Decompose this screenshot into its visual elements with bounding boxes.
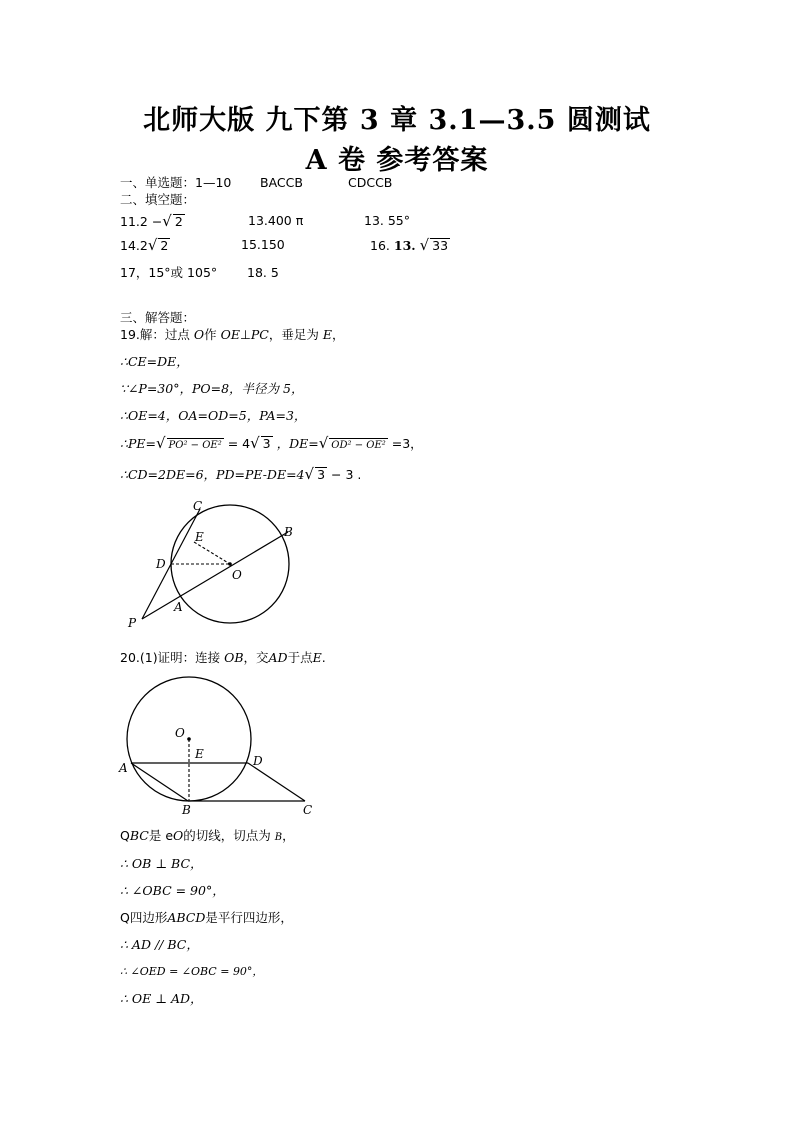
var-E: E (322, 327, 332, 342)
label-d: D (253, 754, 263, 768)
q19-text: 19.解：过点 (120, 327, 190, 342)
q20-line3: ∴ OB ⊥ BC， (120, 856, 203, 871)
q19-text: ，DE= (276, 436, 319, 451)
q20-line6: ∴ AD // BC， (120, 937, 199, 952)
answer-11-label: 11. (120, 214, 140, 229)
q20-line2 (120, 828, 295, 846)
q20-text: e (165, 828, 174, 843)
q19-line5 (120, 435, 423, 453)
figure-19-diagram (120, 495, 300, 635)
answer-11-prefix: 2 − (139, 214, 163, 229)
section2-heading: 二、填空题： (120, 192, 196, 207)
var-OB: OB (224, 650, 244, 665)
q19-text: = 4 (227, 436, 251, 451)
q20-line5 (120, 910, 293, 926)
point-o (228, 562, 232, 566)
mc-answers-group1: BACCB (260, 175, 303, 190)
q19-line3: ∵∠P=30°，PO=8，半径为 5， (120, 381, 304, 396)
radicand-3: 3 (262, 436, 271, 451)
answer-18: 18. 5 (247, 265, 279, 280)
var-AD: AD (268, 650, 288, 665)
sqrt-sign: √ (250, 434, 260, 452)
var-PC: PC (250, 327, 269, 342)
q19-text: =3， (391, 436, 423, 451)
label-p: P (128, 616, 137, 630)
label-a: A (119, 761, 128, 775)
q20-line4: ∴ ∠OBC = 90°， (120, 883, 225, 898)
answer-13-55: 13. 55° (364, 213, 411, 228)
section1-line (120, 175, 393, 191)
document-title-line2: A 卷 参考答案 (305, 145, 489, 176)
q20-text: 是平行四边形， (205, 910, 293, 925)
label-o: O (232, 568, 242, 582)
q20-text: 是 (148, 828, 162, 843)
label-c: C (193, 499, 203, 513)
label-b: B (284, 525, 293, 539)
var-B: B (274, 832, 283, 843)
radicand-po-oe: PO² − OE² (168, 440, 222, 451)
section3-heading: 三、解答题： (120, 310, 196, 325)
q19-text: ， (332, 327, 345, 342)
answer-16-value: 13. (393, 238, 416, 253)
radicand-od-oe: OD² − OE² (331, 440, 386, 451)
label-d: D (156, 557, 166, 571)
q19-text: ，垂足为 (268, 327, 319, 342)
answer-14-prefix: 2 (139, 238, 148, 253)
label-b: B (182, 803, 191, 817)
sqrt-sign: √ (147, 236, 158, 254)
label-a: A (174, 600, 183, 614)
segment-eo (194, 542, 230, 564)
sqrt-sign: √ (304, 465, 315, 483)
answer-13: 13.400 π (248, 213, 304, 228)
label-o: O (175, 726, 185, 740)
point-o (187, 737, 191, 741)
q20-text: Q (120, 828, 130, 843)
var-OE: OE (220, 327, 240, 342)
segment-dc (248, 763, 305, 801)
q20-text: ， (282, 828, 295, 843)
var-O: O (193, 327, 205, 342)
q19-line6 (120, 466, 361, 483)
q20-line8: ∴ OE ⊥ AD， (120, 991, 203, 1006)
answer-14-label: 14. (120, 238, 140, 253)
secant-pb (142, 532, 288, 619)
sqrt-sign: √ (155, 434, 166, 452)
q19-line2: ∴CE=DE， (120, 354, 189, 369)
var-E: E (312, 650, 322, 665)
q20-text: . (321, 650, 326, 665)
answer-11-radicand: 2 (174, 214, 183, 229)
perp-symbol: ⊥ (240, 327, 251, 342)
q19-line1 (120, 327, 345, 343)
var-O: O (173, 828, 184, 843)
sqrt-sign: √ (318, 434, 329, 452)
mc-answers-group2: CDCCB (348, 175, 393, 190)
q20-text: 四边形 (129, 910, 168, 925)
var-ABCD: ABCD (167, 910, 206, 925)
q19-text: 作 (204, 327, 217, 342)
answer-16-label: 16. (370, 238, 390, 253)
q20-text: ，交 (243, 650, 269, 665)
q20-text: Q (120, 910, 130, 925)
fill-row-2 (120, 236, 449, 254)
section1-heading: 一、单选题：1—10 (120, 175, 232, 190)
figure-20-diagram (115, 673, 325, 818)
q19-text: ∴CD=2DE=6，PD=PE-DE=4 (120, 467, 305, 482)
answer-16-radicand: 33 (432, 238, 449, 253)
q20-line7: ∴ ∠OED = ∠OBC = 90°， (120, 965, 264, 978)
answer-15: 15.150 (241, 237, 285, 252)
q20-text: 20.(1)证明：连接 (120, 650, 221, 665)
q20-text: 的切线，切点为 (183, 828, 271, 843)
fill-row-1 (120, 212, 411, 230)
answer-14-radicand: 2 (160, 238, 169, 253)
var-BC: BC (129, 828, 149, 843)
document-title-line1: 北师大版 九下第 3 章 3.1—3.5 圆测试 (143, 105, 651, 136)
q20-line1 (120, 650, 326, 666)
q19-text: − 3 . (331, 467, 362, 482)
q20-text: 于点 (287, 650, 313, 665)
radicand-3: 3 (317, 467, 326, 482)
q19-line4: ∴OE=4，OA=OD=5，PA=3， (120, 408, 307, 423)
label-e: E (195, 530, 204, 544)
label-c: C (303, 803, 313, 817)
answer-17: 17，15°或 105° (120, 265, 218, 280)
q19-text: ∴PE= (120, 436, 156, 451)
segment-ab (131, 763, 188, 801)
sqrt-sign: √ (162, 212, 172, 230)
sqrt-sign: √ (419, 236, 430, 254)
fill-row-3 (120, 265, 279, 281)
answer-16 (370, 237, 450, 254)
label-e: E (195, 747, 204, 761)
